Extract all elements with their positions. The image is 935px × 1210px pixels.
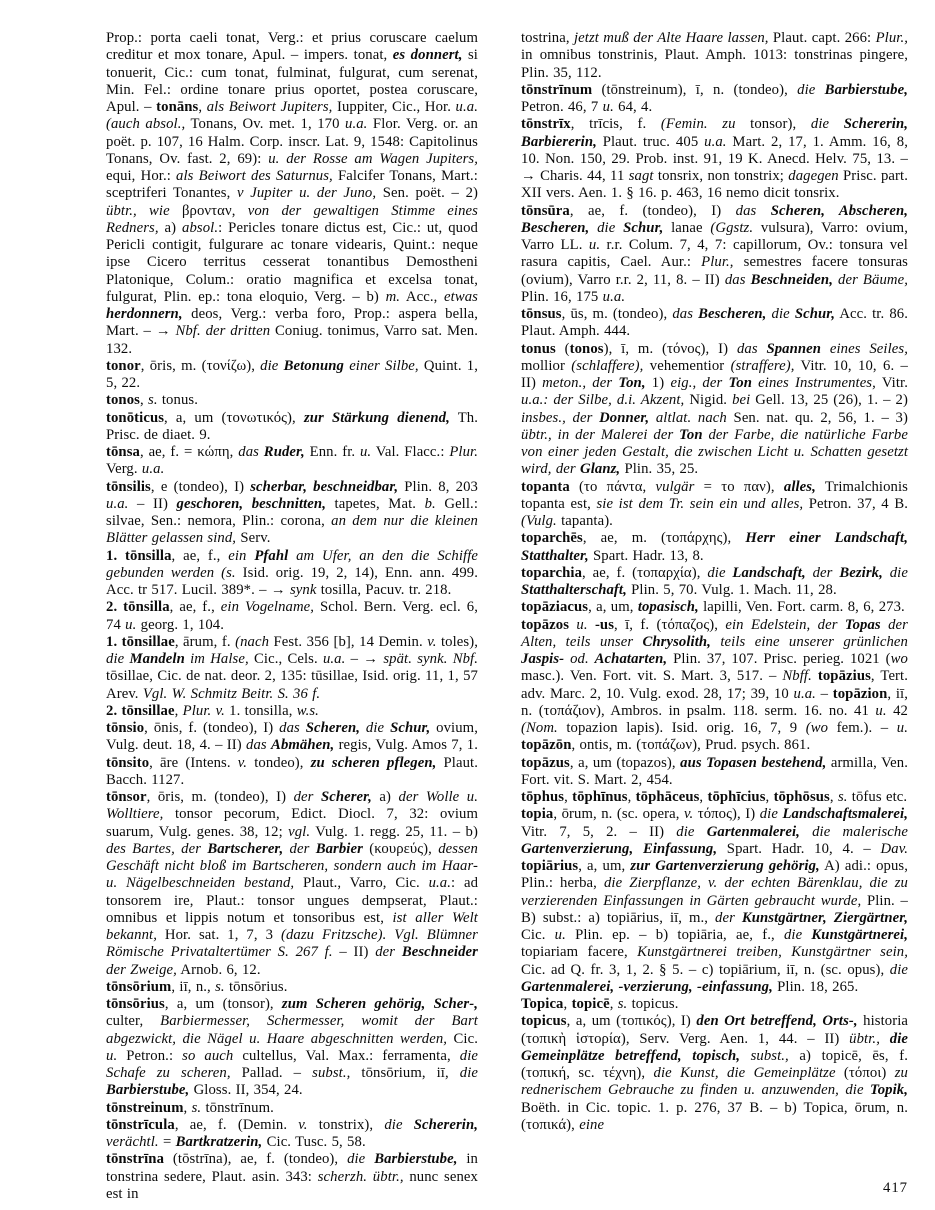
dictionary-entry: tonor, ōris, m. (τονίζω), die Betonung einer Silbe, Quint. 1, 5, 22.: [106, 357, 478, 391]
dictionary-entry: tōnsilis, e (tondeo), I) scherbar, beschneidbar, Plin. 8, 203 u.a. – II) geschoren, beschnitten, tapetes, Mat. b. Gell.: silvae, Sen.: nemora, Plin.: corona, an dem nur die kleinen Blätter gelassen sind, Serv.: [106, 478, 478, 547]
dictionary-entry: topicus, a, um (τοπικός), I) den Ort betreffend, Orts-, historia (τοπικὴ ἱστορία), Serv. Verg. Aen. 1, 44. – II) übtr., die Gemeinplätze betreffend, topisch, subst., a) topicē, ēs, f. (τοπική, sc. τέχνη), die Kunst, die Gemeinplätze (τόποι) zu rednerischem Gebrauche zu finden u. anzuwenden, die Topik, Boëth. in Cic. topic. 1. p. 276, 37 B. – b) Topica, ōrum, n. (τοπικά), eine: [521, 1013, 908, 1133]
dictionary-entry: tōphus, tōphīnus, tōphāceus, tōphīcius, tōphōsus, s. tōfus etc.: [521, 789, 908, 805]
dictionary-entry: tōnstrīnum (tōnstreinum), ī, n. (tondeo), die Barbierstube, Petron. 46, 7 u. 64, 4.: [521, 81, 908, 115]
dictionary-entry: topāzus, a, um (topazos), aus Topasen bestehend, armilla, Ven. Fort. vit. S. Mart. 2, 454.: [521, 754, 908, 788]
dictionary-entry: tostrina, jetzt muß der Alte Haare lassen, Plaut. capt. 266: Plur., in omnibus tonstrinis, Plaut. Amph. 1013: tonstrinas pingere, Plin. 35, 112.: [521, 30, 908, 81]
dictionary-entry: tōnsio, ōnis, f. (tondeo), I) das Scheren, die Schur, ovium, Vulg. deut. 18, 4. – II) das Abmähen, regis, Vulg. Amos 7, 1.: [106, 720, 478, 754]
dictionary-entry: tōnsōrium, iī, n., s. tōnsōrius.: [106, 978, 288, 995]
dictionary-entry: 1. tōnsilla, ae, f., ein Pfahl am Ufer, an den die Schiffe gebunden werden (s. Isid. orig. 19, 2, 14), Enn. ann. 499. Acc. tr 517. Lucil. 389*. – → synk tosilla, Pacuv. tr. 218.: [106, 547, 479, 598]
dictionary-entry: tōnsito, āre (Intens. v. tondeo), zu scheren pflegen, Plaut. Bacch. 1127.: [106, 754, 478, 788]
dictionary-entry: tonōticus, a, um (τονωτικός), zur Stärkung dienend, Th. Prisc. de diaet. 9.: [106, 409, 478, 443]
dictionary-entry: toparchēs, ae, m. (τοπάρχης), Herr einer Landschaft, Statthalter, Spart. Hadr. 13, 8.: [521, 530, 909, 564]
dictionary-entry: tōnsor, ōris, m. (tondeo), I) der Scherer, a) der Wolle u. Wolltiere, tonsor pecorum, Edict. Diocl. 7, 32: ovium suarum, Vulg. genes. 38, 12; vgl. Vulg. 1. regg. 25, 11. – b) des Bartes, der Bartscherer, der Barbier (κουρεύς), dessen Geschäft nicht bloß im Bartscheren, sondern auch im Haar- u. Nägelbeschneiden bestand, Plaut., Varro, Cic. u.a.: ad tonsorem ire, Plaut.: tonsor ungues dempserat, Plaut.: omnibus et lippis notum et tonsoribus est, ist aller Welt bekannt, Hor. sat. 1, 7, 3 (dazu Fritzsche). Vgl. Blümner Römische Privataltertümer S. 267 f. – II) der Beschneider der Zweige, Arnob. 6, 12.: [106, 789, 479, 978]
dictionary-entry: tōnstrīcula, ae, f. (Demin. v. tonstrix), die Schererin, verächtl. = Bartkratzerin, Cic. Tusc. 5, 58.: [106, 1116, 478, 1150]
dictionary-entry: toparchia, ae, f. (τοπαρχία), die Landschaft, der Bezirk, die Statthalterschaft, Plin. 5, 70. Vulg. 1. Mach. 11, 28.: [521, 564, 908, 598]
dictionary-entry: tōnsūra, ae, f. (tondeo), I) das Scheren, Abscheren, Bescheren, die Schur, lanae (Ggstz. vulsura), Varro: ovium, Varro LL. u. r.r. Colum. 7, 4, 7: capillorum, Ov.: tonsura vel rasura capitis, Cael. Aur.: Plur., semestres facere tonsuras (ovium), Varro r.r. 2, 11, 8. – II) das Beschneiden, der Bäume, Plin. 16, 175 u.a.: [521, 202, 909, 305]
dictionary-entry: tōnsus, ūs, m. (tondeo), das Bescheren, die Schur, Acc. tr. 86. Plaut. Amph. 444.: [521, 306, 908, 340]
dictionary-entry: 2. tōnsillae, Plur. v. 1. tonsilla, w.s.: [106, 702, 319, 719]
dictionary-entry: tōnsōrius, a, um (tonsor), zum Scheren gehörig, Scher-, culter, Barbiermesser, Schermesser, womit der Bart abgezwickt, die Nägel u. Haare abgeschnitten werden, Cic. u. Petron.: so auch cultellus, Val. Max.: ferramenta, die Schafe zu scheren, Pallad. – subst., tōnsōrium, iī, die Barbierstube, Gloss. II, 354, 24.: [106, 996, 479, 1099]
dictionary-entry: Prop.: porta caeli tonat, Verg.: et prius coruscare caelum creditur et mox tonare, Apul. – impers. tonat, es donnert, si tonuerit, Cic.: cum tonat, fulminat, fulgurat, cum serenat, Min. Fel.: ordine tonare prius oportet, postea coruscare, Apul. – tonāns, als Beiwort Jupiters, Iuppiter, Cic., Hor. u.a. (auch absol., Tonans, Ov. met. 1, 170 u.a. Flor. Verg. or. an poët. p. 107, 16 Halm. Corp. inscr. Lat. 9, 1548: Capitolinus Tonans, Ov. fast. 2, 69): u. der Rosse am Wagen Jupiters, equi, Hor.: als Beiwort des Saturnus, Falcifer Tonans, Mart.: sceptriferi Tonantes, v Jupiter u. der Juno, Sen. poët. – 2) übtr., wie βρονταν, von der gewaltigen Stimme eines Redners, a) absol.: Pericles tonare dictus est, Cic.: ut, quod Pericli contigit, fulgurare ac tonare videaris, Quint.: neque ipse Cicero territus cesserat tonantibus Demostheni Platonique, Colum.: oratio magnifica et excelsa tonat, fulgurat, Plin. ep.: tona eloquio, Verg. – b) m. Acc., etwas herdonnern, deos, Verg.: verba foro, Prop.: aspera bella, Mart. – → Nbf. der dritten Coniug. tonimus, Varro sat. Men. 132.: [106, 30, 479, 357]
page-number: 417: [882, 1180, 908, 1196]
dictionary-entry: 2. tōnsilla, ae, f., ein Vogelname, Schol. Bern. Verg. ecl. 6, 74 u. georg. 1, 104.: [106, 599, 478, 633]
left-column: [106, 30, 478, 1203]
dictionary-entry: tōnstreinum, s. tōnstrīnum.: [106, 1099, 274, 1116]
dictionary-entry: tōnstrīna (tōstrīna), ae, f. (tondeo), die Barbierstube, in tonstrina sedere, Plaut. asin. 343: scherzh. übtr., nunc senex est in: [106, 1151, 479, 1202]
dictionary-entry: tonos, s. tonus.: [106, 392, 198, 409]
dictionary-entry: 1. tōnsillae, ārum, f. (nach Fest. 356 [b], 14 Demin. v. toles), die Mandeln im Halse, Cic., Cels. u.a. – → spät. synk. Nbf. tōsillae, Cic. de nat. deor. 2, 135: tūsillae, Isid. orig. 11, 1, 57 Arev. Vgl. W. Schmitz Beitr. S. 36 f.: [106, 633, 478, 702]
dictionary-entry: tonus (tonos), ī, m. (τόνος), I) das Spannen eines Seiles, mollior (schlaffere), vehementior (straffere), Vitr. 10, 10, 6. – II) meton., der Ton, 1) eig., der Ton eines Instrumentes, Vitr. u.a.: der Silbe, d.i. Akzent, Nigid. bei Gell. 13, 25 (26), 1. – 2) insbes., der Donner, altlat. nach Sen. nat. qu. 2, 56, 1. – 3) übtr., in der Malerei der Ton der Farbe, die natürliche Farbe von einer jeden Gestalt, die zwischen Licht u. Schatten gesetzt wird, der Glanz, Plin. 35, 25.: [521, 340, 908, 478]
dictionary-entry: topāziacus, a, um, topasisch, lapilli, Ven. Fort. carm. 8, 6, 273.: [521, 599, 905, 616]
dictionary-entry: tōnsa, ae, f. = κώπη, das Ruder, Enn. fr. u. Val. Flacc.: Plur. Verg. u.a.: [106, 444, 478, 478]
dictionary-entry: topāzos u. -us, ī, f. (τόπαζος), ein Edelstein, der Topas der Alten, teils unser Chrysolith, teils eine unserer grünlichen Jaspis- od. Achatarten, Plin. 37, 107. Prisc. perieg. 1021 (wo masc.). Ven. Fort. vit. S. Mart. 3, 517. – Nbff. topāzius, Tert. adv. Marc. 2, 10. Vulg. exod. 28, 17; 39, 10 u.a. – topāzion, iī, n. (τοπάζιον), Ambros. in psalm. 118. serm. 16. no. 41 u. 42 (Nom. topazion lapis). Isid. orig. 16, 7, 9 (wo fem.). – u. topāzōn, ontis, m. (τοπάζων), Prud. psych. 861.: [521, 616, 909, 754]
dictionary-entry: topanta (το πάντα, vulgär = το παν), alles, Trimalchionis topanta est, sie ist dem Tr. sein ein und alles, Petron. 37, 4 B. (Vulg. tapanta).: [521, 478, 909, 529]
right-column: [521, 30, 908, 1134]
dictionary-entry: topia, ōrum, n. (sc. opera, v. τόπος), I) die Landschaftsmalerei, Vitr. 7, 5, 2. – II) die Gartenmalerei, die malerische Gartenverzierung, Einfassung, Spart. Hadr. 10, 4. – Dav. topiārius, a, um, zur Gartenverzierung gehörig, A) adi.: opus, Plin.: herba, die Zierpflanze, v. der echten Bärenklau, die zu verzierenden Einfassungen in Gärten gebraucht wurde, Plin. – B) subst.: a) topiārius, iī, m., der Kunstgärtner, Ziergärtner, Cic. u. Plin. ep. – b) topiāria, ae, f., die Kunstgärtnerei, topiariam facere, Kunstgärtnerei treiben, Kunstgärtner sein, Cic. ad Q. fr. 3, 1, 2. § 5. – c) topiārium, iī, n. (sc. opus), die Gartenmalerei, -verzierung, -einfassung, Plin. 18, 265.: [521, 806, 909, 995]
dictionary-entry: Topica, topicē, s. topicus.: [521, 996, 679, 1012]
dictionary-entry: tōnstrīx, trīcis, f. (Femin. zu tonsor), die Schererin, Barbiererin, Plaut. truc. 405 u.a. Mart. 2, 17, 1. Amm. 16, 8, 10. Non. 150, 29. Prob. inst. 91, 19 K. Anecd. Helv. 75, 13. – → Charis. 44, 11 sagt tonsrix, non tonstrix; dagegen Prisc. part. XII vers. Aen. 1. § 16. p. 463, 16 nemo dicit tonsrix.: [521, 116, 908, 202]
